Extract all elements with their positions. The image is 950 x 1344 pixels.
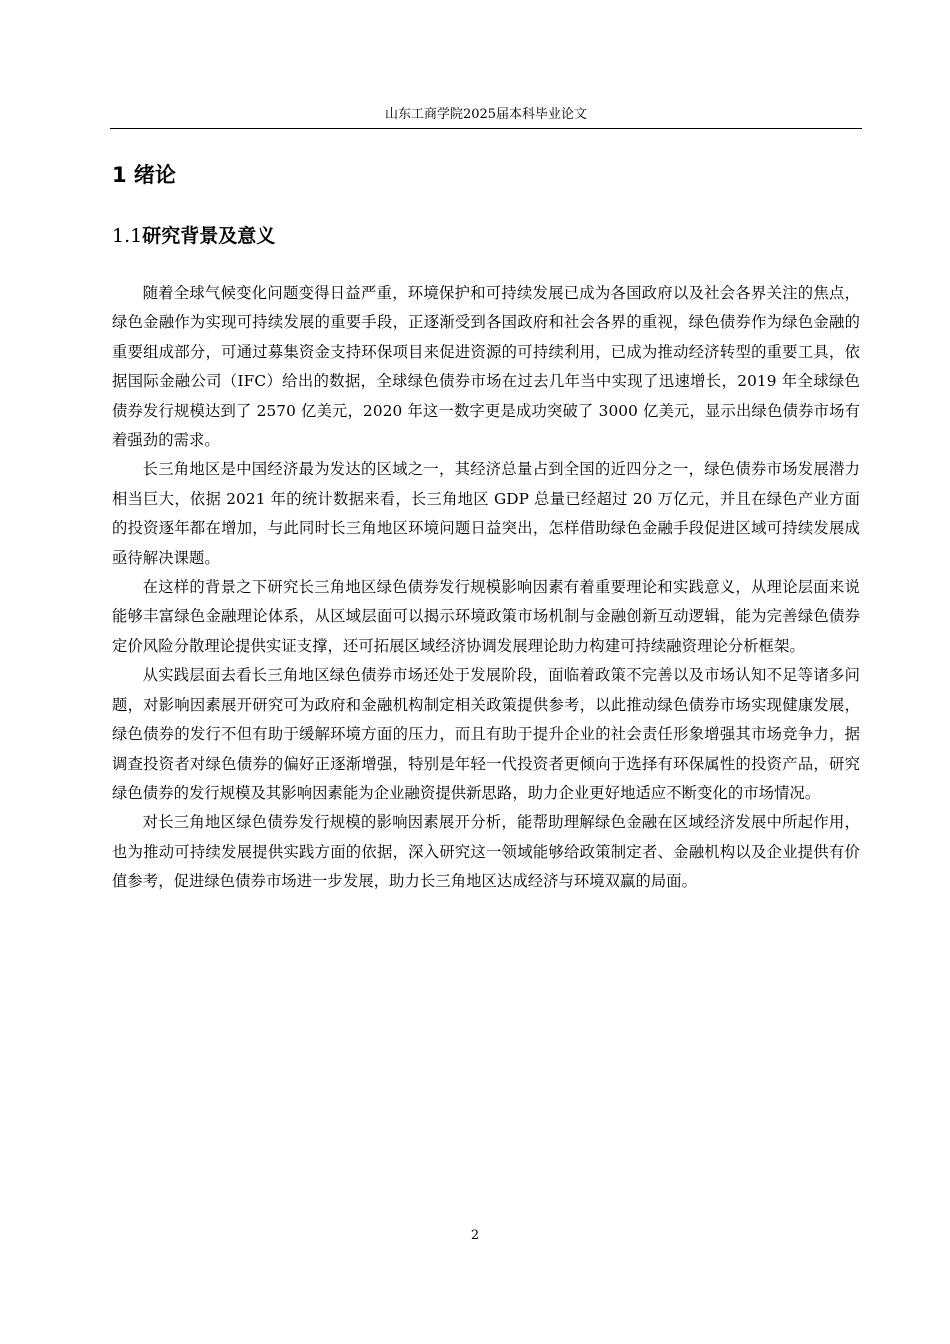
paragraph: 随着全球气候变化问题变得日益严重，环境保护和可持续发展已成为各国政府以及社会各界关注的焦点，绿色金融作为实现可持续发展的重要手段，正逐渐受到各国政府和社会各界的重视，绿色债券作为绿色金融的重要组成部分，可通过募集资金支持环保项目来促进资源的可持续利用，已成为推动经济转型的重要工具，依据国际金融公司（IFC）给出的数据，全球绿色债券市场在过去几年当中实现了迅速增长，2019 年全球绿色债券发行规模达到了 2570 亿美元，2020 年这一数字更是成功突破了 3000 亿美元，显示出绿色债券市场有着强劲的需求。	[112, 284, 860, 450]
chapter-title: 1 绪论	[112, 163, 176, 187]
section-title: 研究背景及意义	[142, 225, 276, 247]
page-header-title: 山东工商学院2025届本科毕业论文	[384, 107, 588, 122]
paragraph: 在这样的背景之下研究长三角地区绿色债券发行规模影响因素有着重要理论和实践意义，从理论层面来说能够丰富绿色金融理论体系，从区域层面可以揭示环境政策市场机制与金融创新互动逻辑，能为完善绿色债券定价风险分散理论提供实证支撑，还可拓展区域经济协调发展理论助力构建可持续融资理论分析框架。	[112, 578, 860, 655]
section-number: 1.1	[112, 225, 143, 247]
section-heading	[112, 222, 275, 250]
paragraph: 对长三角地区绿色债券发行规模的影响因素展开分析，能帮助理解绿色金融在区域经济发展中所起作用，也为推动可持续发展提供实践方面的依据，深入研究这一领域能够给政策制定者、金融机构以及企业提供有价值参考，促进绿色债券市场进一步发展，助力长三角地区达成经济与环境双赢的局面。	[112, 813, 860, 891]
page-number: 2	[470, 1228, 480, 1243]
paragraph: 长三角地区是中国经济最为发达的区域之一，其经济总量占到全国的近四分之一，绿色债券市场发展潜力相当巨大，依据 2021 年的统计数据来看，长三角地区 GDP 总量已经超过 20 万亿元，并且在绿色产业方面的投资逐年都在增加，与此同时长三角地区环境问题日益突出，怎样借助绿色金融手段促进区域可持续发展成亟待解决课题。	[112, 460, 860, 567]
header-divider	[110, 128, 862, 129]
paragraph: 从实践层面去看长三角地区绿色债券市场还处于发展阶段，面临着政策不完善以及市场认知不足等诸多问题，对影响因素展开研究可为政府和金融机构制定相关政策提供参考，以此推动绿色债券市场实现健康发展，绿色债券的发行不但有助于缓解环境方面的压力，而且有助于提升企业的社会责任形象增强其市场竞争力，据调查投资者对绿色债券的偏好正逐渐增强，特别是年轻一代投资者更倾向于选择有环保属性的投资产品，研究绿色债券的发行规模及其影响因素能为企业融资提供新思路，助力企业更好地适应不断变化的市场情况。	[112, 666, 860, 802]
body-text	[112, 279, 860, 897]
